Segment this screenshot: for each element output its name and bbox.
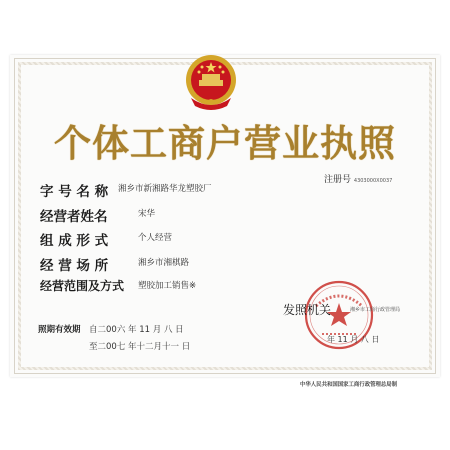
field-value: 个人经营 <box>138 233 173 243</box>
field-value: 湘乡市湘棋路 <box>138 258 190 268</box>
registration-number <box>324 172 392 185</box>
validity-to: 至二00七 年十二月十一 日 <box>89 342 191 352</box>
validity-label: 照期有效期 <box>38 325 81 335</box>
issuer-label: 发照机关 <box>283 303 332 317</box>
certificate-title: 个体工商户营业执照 <box>54 121 396 165</box>
national-emblem-icon <box>181 50 241 112</box>
registration-label: 注册号 <box>324 175 352 185</box>
issuer-name: 湘乡市工商行政管理局 <box>350 307 401 313</box>
footer-issuer-note: 中华人民共和国国家工商行政管理总局制 <box>300 382 398 388</box>
issue-date: 年 11 月 八 日 <box>327 335 380 344</box>
field-label: 经营者姓名 <box>40 209 108 225</box>
field-value: 宋华 <box>138 209 156 219</box>
field-label: 字 号 名 称 <box>40 184 109 200</box>
field-label: 经 营 场 所 <box>40 258 109 274</box>
validity-from: 自二00六 年 11 月 八 日 <box>89 325 184 335</box>
field-value: 塑胶加工销售※ <box>138 281 197 291</box>
registration-number-value: 4303000X0037 <box>353 178 393 184</box>
field-label: 组 成 形 式 <box>40 233 109 249</box>
field-label: 经营范围及方式 <box>40 279 125 293</box>
field-value: 湘乡市新湘路华龙塑胶厂 <box>118 184 212 194</box>
